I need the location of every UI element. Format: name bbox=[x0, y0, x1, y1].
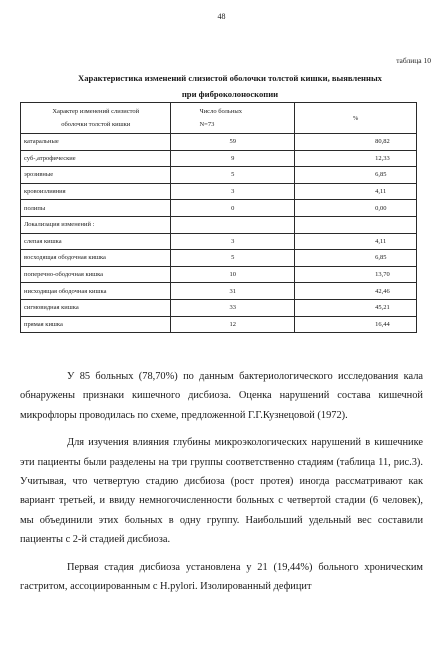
cell-percent: 6,85 bbox=[295, 167, 417, 184]
header-patient-count-line-1: Число больных bbox=[199, 108, 242, 115]
cell-percent: 80,82 bbox=[295, 134, 417, 151]
cell-count: 3 bbox=[171, 233, 295, 250]
cell-percent: 0,00 bbox=[295, 200, 417, 217]
cell-name: сигмовидная кишка bbox=[21, 299, 171, 316]
section-label-localization: Локализация изменений : bbox=[21, 216, 171, 233]
cell-name: восходящая ободочная кишка bbox=[21, 250, 171, 267]
cell-count: 12 bbox=[171, 316, 295, 333]
cell-name: эрозивные bbox=[21, 167, 171, 184]
paragraph: Для изучения влияния глубины микроэкологических нарушений в кишечнике эти пациенты были разделены на три группы соответственно стадиям (таблица 11, рис.3). Учитывая, что четвертую стадию дисбиоза (рост протея) иногда рассматривают как вариант третьей, и ввиду немногочисленности больных с четвертой стадии (6 человек), мы объединили этих больных в одну группу. Наибольший удельный вес составили пациенты с 2-й стадией дисбиоза. bbox=[20, 437, 423, 546]
cell-name: слепая кишка bbox=[21, 233, 171, 250]
table-title bbox=[20, 70, 440, 102]
header-change-type bbox=[21, 103, 171, 134]
cell-name: суб-,атрофические bbox=[21, 150, 171, 167]
cell-empty bbox=[295, 216, 417, 233]
header-percent: % bbox=[295, 103, 417, 134]
table-title-line-1: Характеристика изменений слизистой оболочки толстой кишки, выявленных bbox=[78, 73, 382, 83]
body-text bbox=[20, 367, 423, 604]
cell-name: поперечно-ободочная кишка bbox=[21, 266, 171, 283]
cell-count: 9 bbox=[171, 150, 295, 167]
table-title-line-2: при фиброколоноскопии bbox=[181, 89, 279, 99]
cell-name: катаральные bbox=[21, 134, 171, 151]
cell-percent: 42,46 bbox=[295, 283, 417, 300]
table-row bbox=[21, 283, 417, 300]
cell-count: 0 bbox=[171, 200, 295, 217]
table-header-row bbox=[21, 103, 417, 134]
cell-empty bbox=[171, 216, 295, 233]
table-row bbox=[21, 266, 417, 283]
cell-count: 5 bbox=[171, 250, 295, 267]
table-label: таблица 10 bbox=[396, 56, 431, 65]
cell-name: полипы bbox=[21, 200, 171, 217]
cell-count: 5 bbox=[171, 167, 295, 184]
table-row bbox=[21, 134, 417, 151]
cell-percent: 12,33 bbox=[295, 150, 417, 167]
cell-percent: 16,44 bbox=[295, 316, 417, 333]
cell-count: 10 bbox=[171, 266, 295, 283]
mucosa-changes-table bbox=[20, 102, 417, 333]
table-row bbox=[21, 233, 417, 250]
header-change-type-line-2: оболочки толстой кишки bbox=[61, 121, 131, 128]
cell-percent: 45,21 bbox=[295, 299, 417, 316]
paragraph: Первая стадия дисбиоза установлена у 21 (19,44%) больного хроническим гастритом, ассоциированным с H.pylori. Изолированный дефицит bbox=[20, 561, 423, 593]
header-change-type-line-1: Характер изменений слизистой bbox=[52, 108, 140, 115]
table-row bbox=[21, 200, 417, 217]
paragraph: У 85 больных (78,70%) по данным бактериологического исследования кала обнаружены признаки кишечного дисбиоза. Оценка нарушений состава кишечной микрофлоры проводилась по схеме, предложенной Г.Г.Кузнецовой (1972). bbox=[20, 371, 423, 421]
table-section-row bbox=[21, 216, 417, 233]
cell-name: нисходящая ободочная кишка bbox=[21, 283, 171, 300]
cell-count: 31 bbox=[171, 283, 295, 300]
cell-percent: 6,85 bbox=[295, 250, 417, 267]
cell-count: 3 bbox=[171, 183, 295, 200]
table-row bbox=[21, 250, 417, 267]
table-row bbox=[21, 299, 417, 316]
page-number: 48 bbox=[217, 12, 226, 21]
cell-percent: 13,70 bbox=[295, 266, 417, 283]
cell-percent: 4,11 bbox=[295, 183, 417, 200]
cell-name: кровоизлияния bbox=[21, 183, 171, 200]
cell-count: 59 bbox=[171, 134, 295, 151]
table-row bbox=[21, 183, 417, 200]
cell-count: 33 bbox=[171, 299, 295, 316]
cell-name: прямая кишка bbox=[21, 316, 171, 333]
cell-percent: 4,11 bbox=[295, 233, 417, 250]
table-row bbox=[21, 316, 417, 333]
header-patient-count bbox=[171, 103, 295, 134]
header-patient-count-line-2: N=73 bbox=[199, 121, 215, 128]
table-row bbox=[21, 167, 417, 184]
table-row bbox=[21, 150, 417, 167]
